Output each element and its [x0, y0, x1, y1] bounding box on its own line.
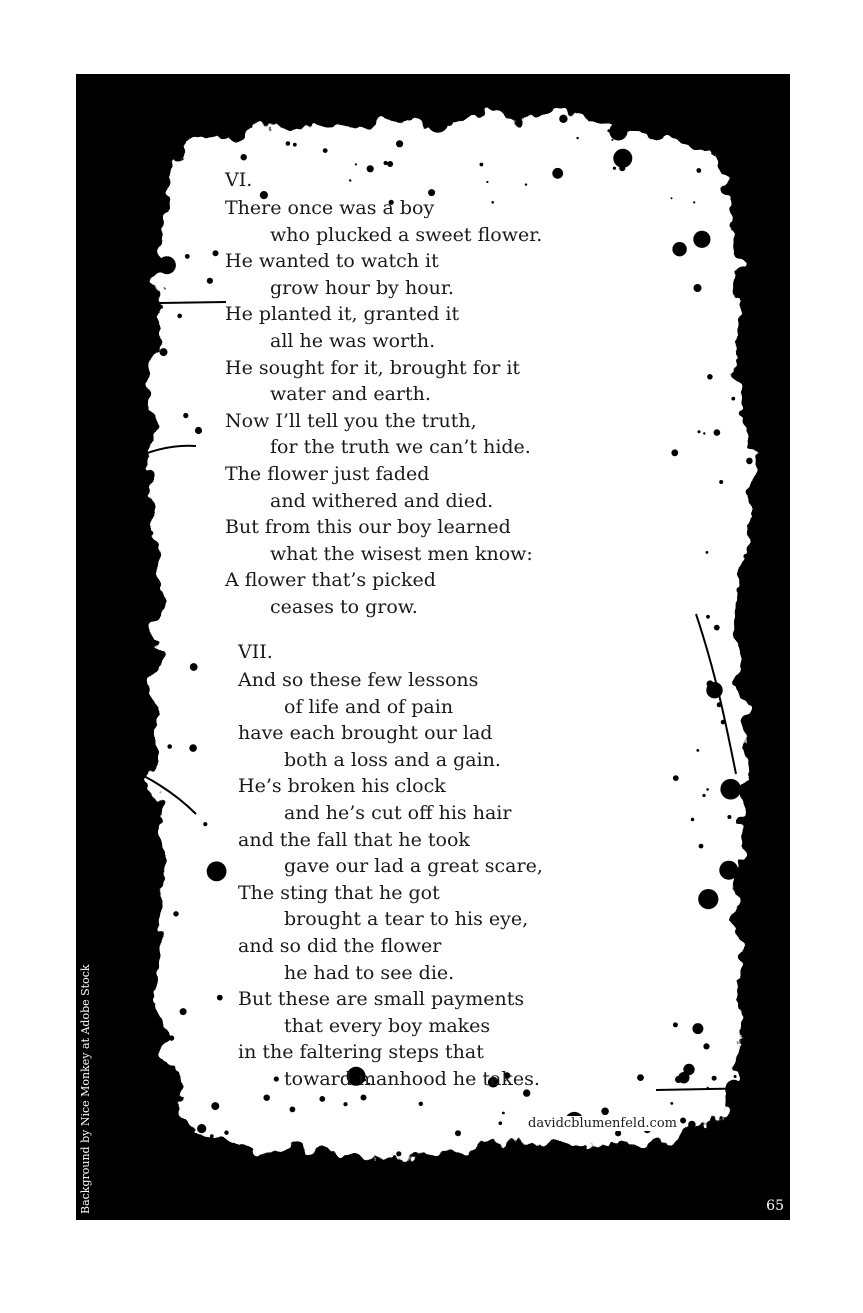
website-url: davidcblumenfeld.com [528, 1116, 677, 1131]
poem-line: of life and of pain [284, 695, 454, 718]
poem-line: and he’s cut off his hair [284, 801, 512, 824]
poem-line: grow hour by hour. [270, 276, 454, 299]
poem-line: He’s broken his clock [238, 775, 446, 798]
stanza-vii [238, 640, 543, 1093]
poem-line: for the truth we can’t hide. [270, 436, 531, 459]
poem-line: The flower just faded [225, 462, 430, 485]
poem-line: and the fall that he took [238, 828, 470, 851]
stanza-numeral: VI. [225, 169, 253, 191]
poem-line: and so did the flower [238, 934, 442, 957]
poem-line: and withered and died. [270, 489, 494, 512]
poem-line: The sting that he got [238, 881, 440, 904]
poem-line: brought a tear to his eye, [284, 908, 529, 931]
poem-line: ceases to grow. [270, 595, 418, 618]
poem-line: Now I’ll tell you the truth, [225, 409, 477, 432]
poem-line: he had to see die. [284, 961, 455, 984]
poem-line: toward manhood he takes. [284, 1067, 540, 1090]
poem-line: But these are small payments [238, 988, 525, 1011]
background-credit: Background by Nice Monkey at Adobe Stock [79, 964, 92, 1214]
stanza-numeral: VII. [238, 641, 273, 663]
page-number: 65 [766, 1198, 784, 1214]
poem-line: gave our lad a great scare, [284, 855, 543, 878]
poem-line: And so these few lessons [238, 669, 479, 691]
poem-line: He planted it, granted it [225, 303, 460, 326]
poem-line: But from this our boy learned [225, 516, 511, 539]
poem-line: in the faltering steps that [238, 1041, 484, 1064]
poem [76, 74, 790, 1220]
poem-line: have each brought our lad [238, 722, 493, 745]
poem-line: who plucked a sweet flower. [270, 223, 543, 246]
poem-line: A flower that’s picked [225, 569, 436, 592]
poem-line: both a loss and a gain. [284, 748, 501, 771]
stanza-vi [225, 168, 542, 621]
poem-line: all he was worth. [270, 329, 436, 352]
poem-line: He wanted to watch it [225, 250, 439, 273]
poem-line: water and earth. [270, 383, 431, 406]
poem-line: There once was a boy [225, 197, 435, 219]
poem-line: that every boy makes [284, 1014, 491, 1037]
poem-line: He sought for it, brought for it [225, 356, 521, 379]
poem-line: what the wisest men know: [270, 542, 533, 565]
poem-page [76, 74, 790, 1220]
